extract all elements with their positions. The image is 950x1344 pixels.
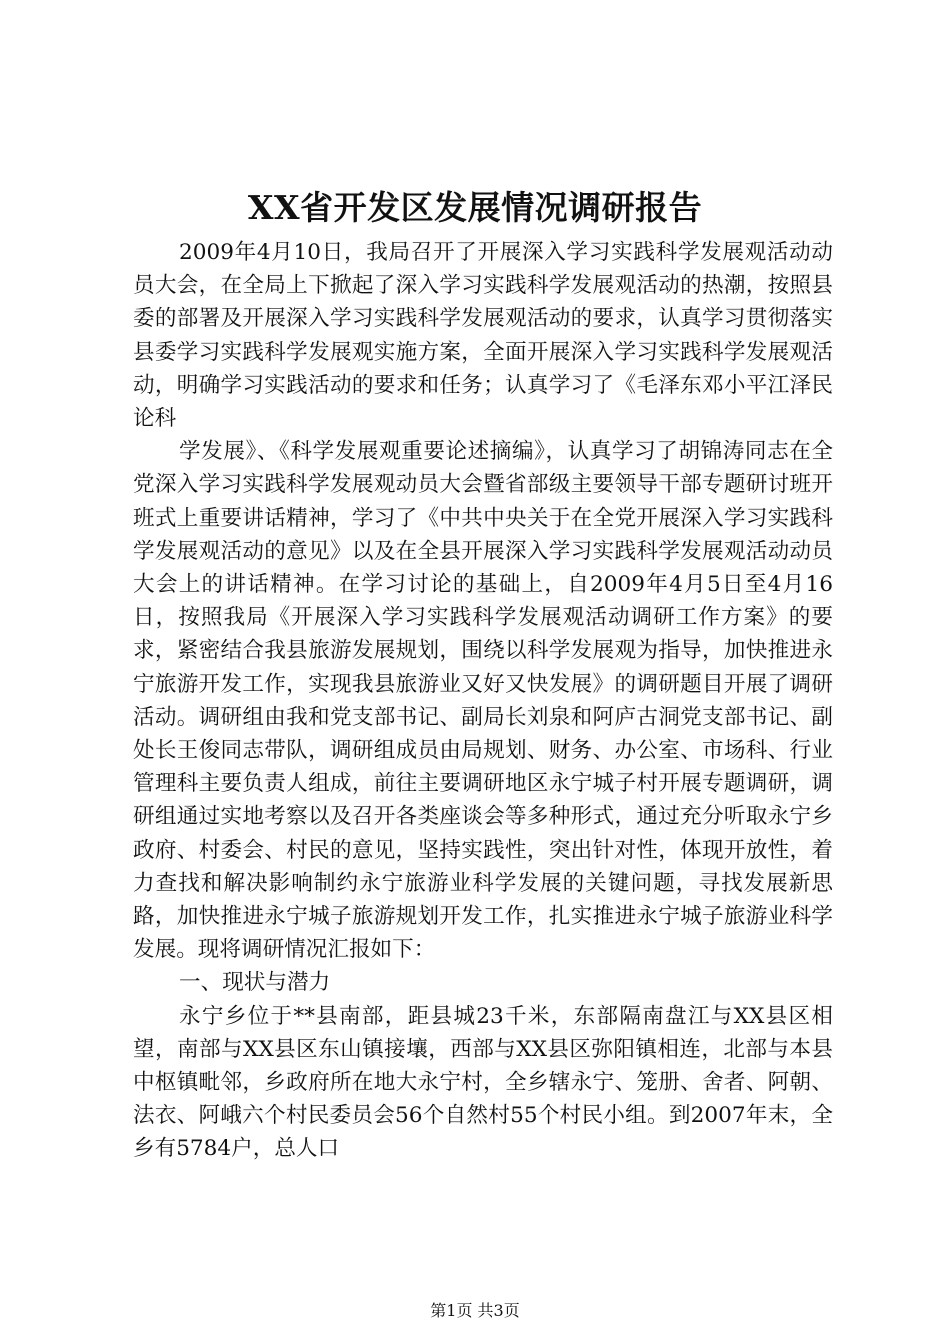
paragraph: 学发展》、《科学发展观重要论述摘编》，认真学习了胡锦涛同志在全党深入学习实践科学发展观动员大会暨省部级主要领导干部专题研讨班开班式上重要讲话精神，学习了《中共中央关于在全党开展深入学习实践科学发展观活动的意见》以及在全县开展深入学习实践科学发展观活动动员大会上的讲话精神。在学习讨论的基础上，自2009年4月5日至4月16日，按照我局《开展深入学习实践科学发展观活动调研工作方案》的要求，紧密结合我县旅游发展规划，围绕以科学发展观为指导，加快推进永宁旅游开发工作，实现我县旅游业又好又快发展》的调研题目开展了调研活动。调研组由我和党支部书记、副局长刘泉和阿庐古洞党支部书记、副处长王俊同志带队，调研组成员由局规划、财务、办公室、市场科、行业管理科主要负责人组成，前往主要调研地区永宁城子村开展专题调研，调研组通过实地考察以及召开各类座谈会等多种形式，通过充分听取永宁乡政府、村委会、村民的意见，坚持实践性，突出针对性，体现开放性，着力查找和解决影响制约永宁旅游业科学发展的关键问题，寻找发展新思路，加快推进永宁城子旅游规划开发工作，扎实推进永宁城子旅游业科学发展。现将调研情况汇报如下： — [133, 439, 833, 963]
document-title: XX省开发区发展情况调研报告 — [247, 188, 703, 227]
paragraph: 2009年4月10日，我局召开了开展深入学习实践科学发展观活动动员大会，在全局上下掀起了深入学习实践科学发展观活动的热潮，按照县委的部署及开展深入学习实践科学发展观活动的要求，认真学习贯彻落实县委学习实践科学发展观实施方案，全面开展深入学习实践科学发展观活动，明确学习实践活动的要求和任务；认真学习了《毛泽东邓小平江泽民论科 — [133, 240, 833, 432]
paragraph: 永宁乡位于**县南部，距县城23千米，东部隔南盘江与XX县区相望，南部与XX县区东山镇接壤，西部与XX县区弥阳镇相连，北部与本县中枢镇毗邻，乡政府所在地大永宁村，全乡辖永宁、笼册、舍者、阿朝、法衣、阿峨六个村民委员会56个自然村55个村民小组。到2007年末，全乡有5784户，总人口 — [133, 1003, 833, 1162]
section-heading: 一、现状与潜力 — [179, 970, 331, 996]
document-body — [133, 236, 833, 1166]
page-footer: 第1页 共3页 — [430, 1301, 520, 1320]
